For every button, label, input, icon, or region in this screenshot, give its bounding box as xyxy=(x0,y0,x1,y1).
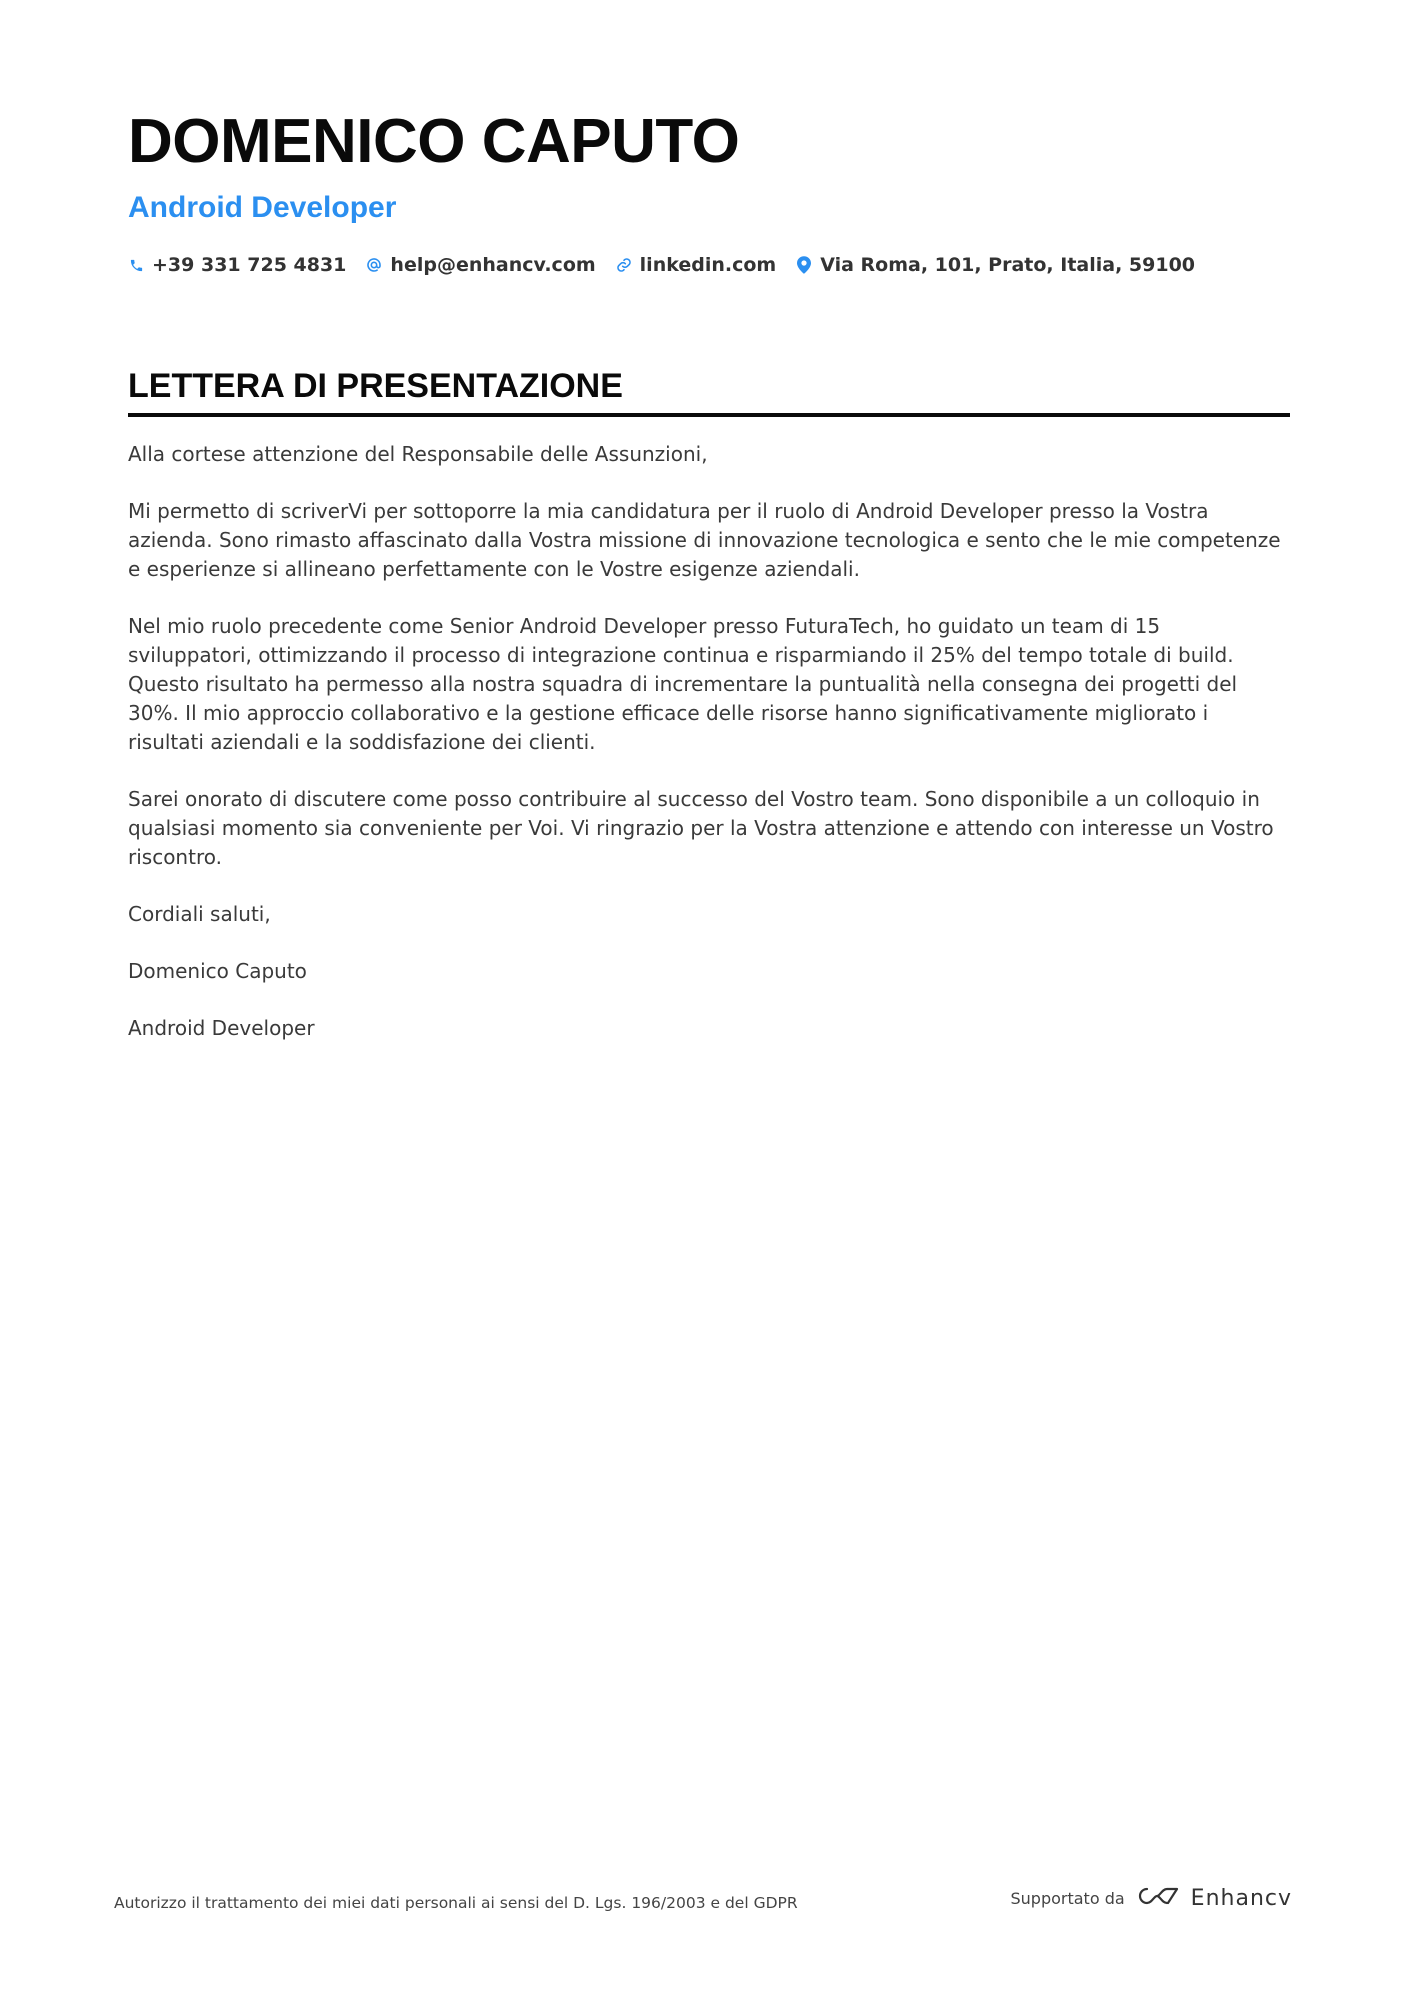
contact-email[interactable] xyxy=(366,254,595,276)
contact-address xyxy=(796,254,1195,276)
powered-by-label: Supportato da xyxy=(1010,1888,1125,1908)
location-pin-icon xyxy=(796,256,812,274)
contact-phone-text: +39 331 725 4831 xyxy=(152,254,347,276)
letter-paragraph: Sarei onorato di discutere come posso contribuire al successo del Vostro team. Sono disponibile a un colloquio in qualsiasi momento sia conveniente per Voi. Vi ringrazio per la Vostra attenzione e attendo con interesse un Vostro riscontro. xyxy=(128,787,1274,869)
contact-email-text[interactable]: help@enhancv.com xyxy=(390,254,596,276)
section-title: LETTERA DI PRESENTAZIONE xyxy=(128,366,1290,417)
powered-by xyxy=(1011,1884,1293,1912)
privacy-consent: Autorizzo il trattamento dei miei dati personali ai sensi del D. Lgs. 196/2003 e del GDPR xyxy=(114,1894,798,1912)
letter-paragraph: Mi permetto di scriverVi per sottoporre la mia candidatura per il ruolo di Android Developer presso la Vostra azienda. Sono rimasto affascinato dalla Vostra missione di innovazione tecnologica e sento che le mie competenze e esperienze si allineano perfettamente con le Vostre esigenze aziendali. xyxy=(128,499,1281,581)
candidate-role: Android Developer xyxy=(128,191,397,224)
signature-title: Android Developer xyxy=(128,1016,315,1040)
contact-linkedin-text[interactable]: linkedin.com xyxy=(639,254,777,276)
letter-body xyxy=(128,440,1290,1071)
enhancv-logo-icon xyxy=(1135,1884,1181,1912)
link-icon xyxy=(616,256,632,274)
contact-address-text: Via Roma, 101, Prato, Italia, 59100 xyxy=(820,254,1196,276)
contact-bar xyxy=(128,254,1195,276)
signature-name: Domenico Caputo xyxy=(128,959,307,983)
letter-closing: Cordiali saluti, xyxy=(128,902,271,926)
letter-greeting: Alla cortese attenzione del Responsabile delle Assunzioni, xyxy=(128,442,708,466)
contact-phone xyxy=(128,254,346,276)
letter-paragraph: Nel mio ruolo precedente come Senior Android Developer presso FuturaTech, ho guidato un team di 15 sviluppatori, ottimizzando il processo di integrazione continua e risparmiando il 25% del tempo totale di build. Questo risultato ha permesso alla nostra squadra di incrementare la puntualità nella consegna dei progetti del 30%. Il mio approccio collaborativo e la gestione efficace delle risorse hanno significativamente migliorato i risultati aziendali e la soddisfazione dei clienti. xyxy=(128,614,1238,754)
at-icon xyxy=(366,256,382,274)
phone-icon xyxy=(128,256,144,274)
candidate-name: DOMENICO CAPUTO xyxy=(128,107,740,176)
contact-linkedin[interactable] xyxy=(616,254,777,276)
enhancv-brand[interactable] xyxy=(1135,1884,1292,1912)
enhancv-brand-name: Enhancv xyxy=(1190,1885,1292,1911)
